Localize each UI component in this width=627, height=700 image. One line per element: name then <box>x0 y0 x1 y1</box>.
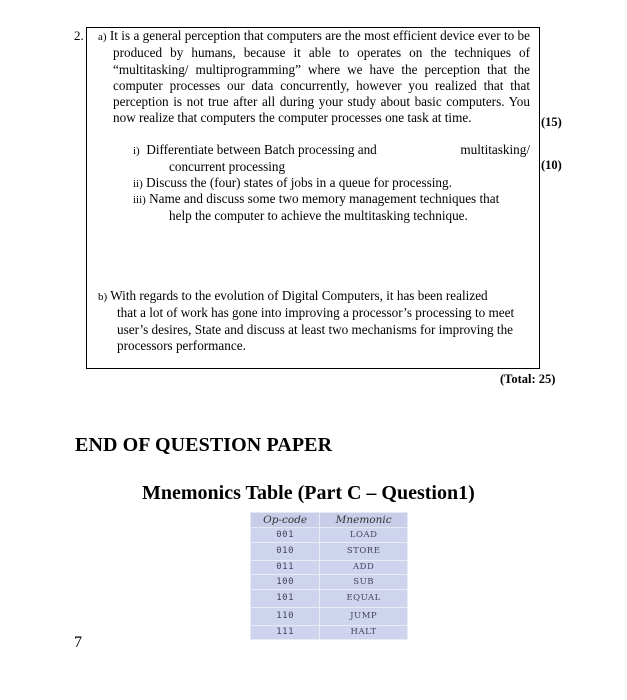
sub-iii-text-b: help the computer to achieve the multitasking technique. <box>169 208 468 224</box>
sub-i-text-c: concurrent processing <box>169 159 286 175</box>
sub-question-i <box>133 142 530 176</box>
sub-iii-text-a: Name and discuss some two memory management techniques that <box>149 191 500 206</box>
sub-i-text-b: multitasking/ <box>460 142 530 157</box>
sub-iii-label: iii) <box>133 194 146 206</box>
opcode-cell: 110 <box>251 607 320 625</box>
mnemonic-cell: EQUAL <box>320 589 408 607</box>
sub-ii-label: ii) <box>133 178 143 190</box>
opcode-cell: 111 <box>251 625 320 640</box>
table-row <box>251 589 408 607</box>
end-of-paper-heading: END OF QUESTION PAPER <box>75 434 333 456</box>
part-b-text-b: that a lot of work has gone into improving a processor’s processing to meet user’s desires, State and discuss at least two mechanisms for improving the processors performance. <box>117 305 515 353</box>
question-number: 2. <box>74 28 84 43</box>
mnemonics-table <box>250 512 408 640</box>
part-a-intro <box>98 28 530 127</box>
mnemonic-cell: STORE <box>320 542 408 560</box>
header-mnemonic: Mnemonic <box>320 513 408 528</box>
opcode-cell: 011 <box>251 560 320 575</box>
mnemonic-cell: JUMP <box>320 607 408 625</box>
part-a-intro-text: It is a general perception that computers are the most efficient device ever to be produced by humans, because it able to operates on the techniques of “multitasking/ multiprogramming” where we have the perception that the computer processes our data concurrently, however you realized that that perception is not true after all during your study about basic computers. You now realize that computers the computer processes one task at time. <box>109 28 530 126</box>
sub-ii-text: Discuss the (four) states of jobs in a queue for processing. <box>146 175 452 190</box>
sub-question-ii <box>133 175 530 192</box>
sub-i-label: i) <box>133 145 140 157</box>
table-row <box>251 625 408 640</box>
mnemonic-cell: SUB <box>320 575 408 590</box>
part-b-text-a: With regards to the evolution of Digital Computers, it has been realized <box>110 288 488 303</box>
page-number: 7 <box>74 634 82 651</box>
opcode-cell: 101 <box>251 589 320 607</box>
table-row <box>251 542 408 560</box>
table-row <box>251 528 408 543</box>
mnemonic-cell: HALT <box>320 625 408 640</box>
marks-10: (10) <box>541 158 562 172</box>
mnemonic-cell: ADD <box>320 560 408 575</box>
marks-15: (15) <box>541 115 562 129</box>
part-a-label: a) <box>98 31 107 43</box>
header-opcode: Op-code <box>251 513 320 528</box>
sub-i-text-a: Differentiate between Batch processing and <box>146 142 377 157</box>
table-row <box>251 607 408 625</box>
mnemonics-title: Mnemonics Table (Part C – Question1) <box>142 482 475 504</box>
opcode-cell: 100 <box>251 575 320 590</box>
part-b <box>98 288 528 354</box>
table-row <box>251 575 408 590</box>
opcode-cell: 001 <box>251 528 320 543</box>
table-row <box>251 560 408 575</box>
total-marks: (Total: 25) <box>500 372 556 386</box>
sub-question-iii <box>133 191 530 225</box>
mnemonic-cell: LOAD <box>320 528 408 543</box>
part-b-label: b) <box>98 291 108 303</box>
opcode-cell: 010 <box>251 542 320 560</box>
